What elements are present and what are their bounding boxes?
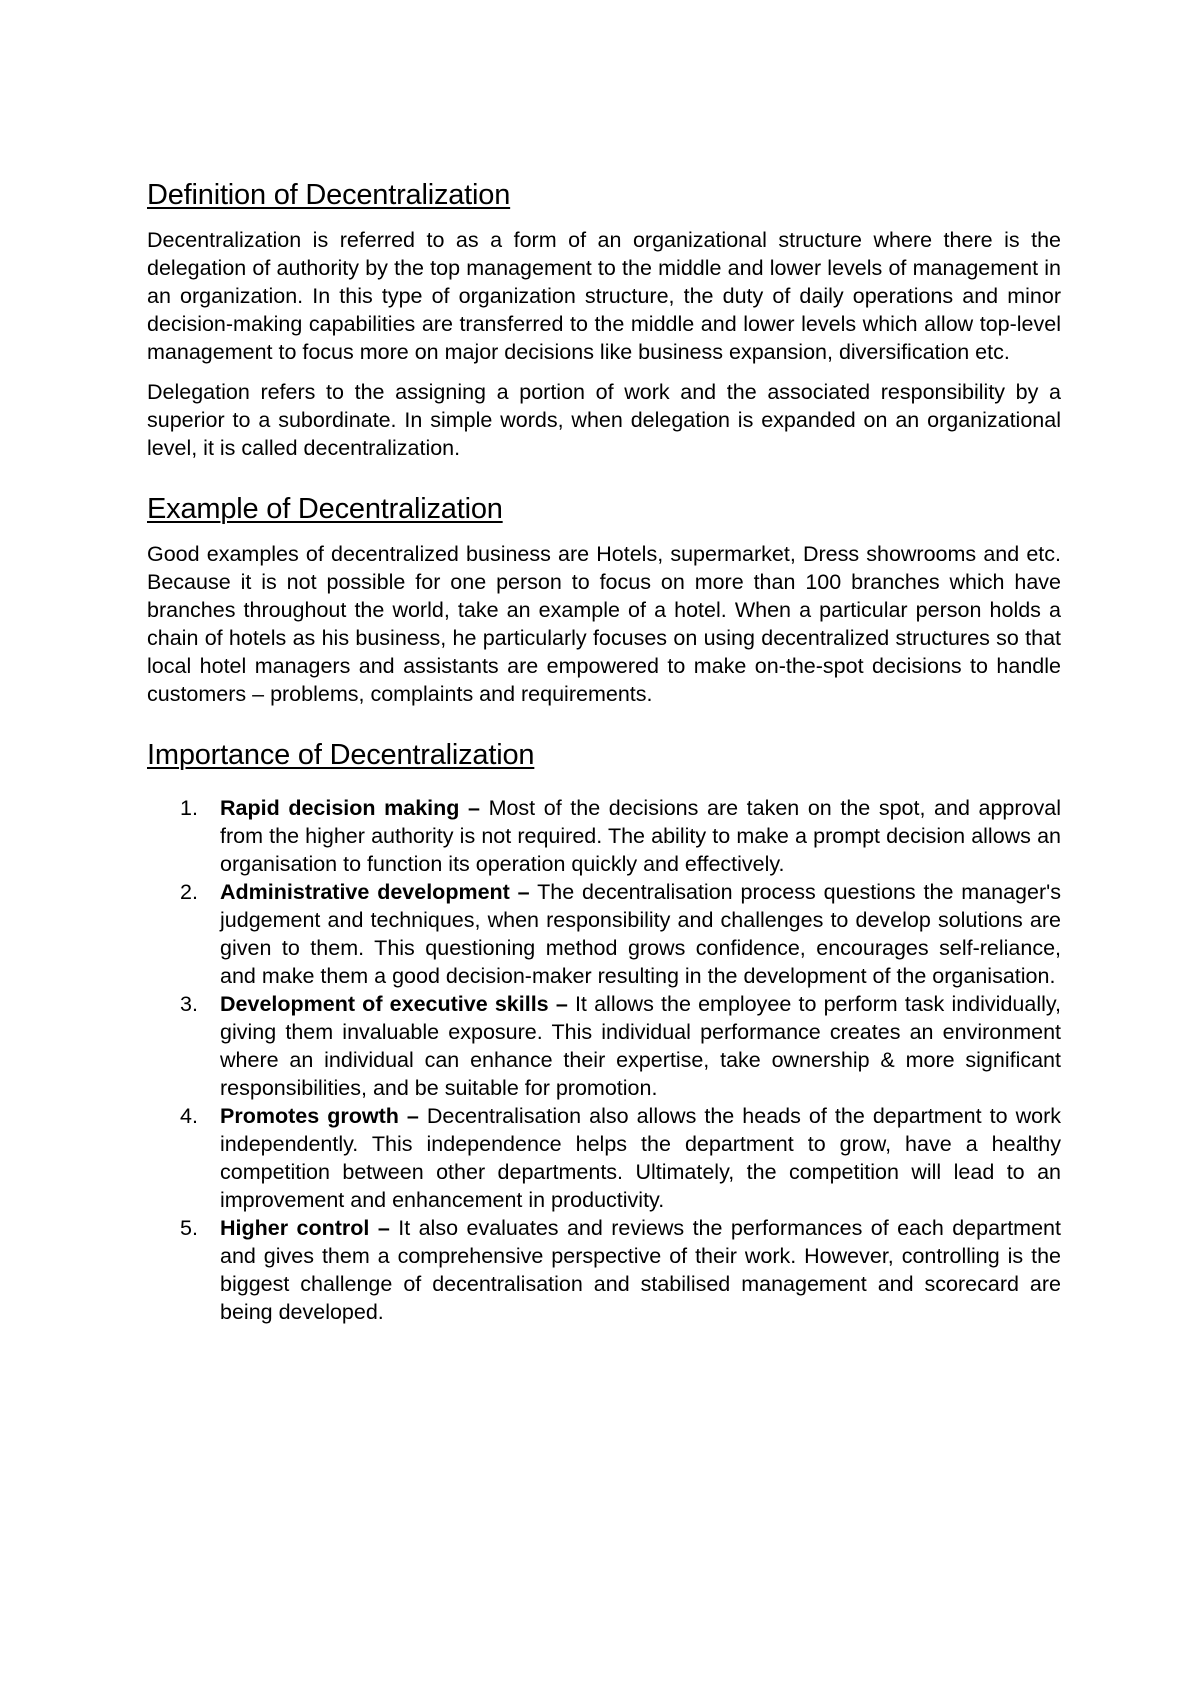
list-number: 5. xyxy=(180,1216,198,1240)
section-importance xyxy=(147,738,1061,1326)
list-item xyxy=(147,1102,1061,1214)
list-item-text: It allows the employee to perform task individually, giving them invaluable exposure. This individual performance creates an environment where an individual can enhance their expertise, take ownership & more significant responsibilities, and be suitable for promotion. xyxy=(220,992,1061,1100)
list-item-text: It also evaluates and reviews the performances of each department and gives them a comprehensive perspective of their work. However, controlling is the biggest challenge of decentralisation and stabilised management and scorecard are being developed. xyxy=(220,1216,1061,1324)
paragraph: Good examples of decentralized business are Hotels, supermarket, Dress showrooms and etc. Because it is not possible for one person to focus on more than 100 branches which have branches throughout the world, take an example of a hotel. When a particular person holds a chain of hotels as his business, he particularly focuses on using decentralized structures so that local hotel managers and assistants are empowered to make on-the-spot decisions to handle customers – problems, complaints and requirements. xyxy=(147,542,1061,706)
list-item xyxy=(147,1214,1061,1326)
section-heading: Definition of Decentralization xyxy=(147,179,511,211)
importance-list xyxy=(147,794,1061,1326)
section-heading: Importance of Decentralization xyxy=(147,739,535,771)
section-heading: Example of Decentralization xyxy=(147,493,503,525)
list-item xyxy=(147,990,1061,1102)
section-example xyxy=(147,492,1061,708)
list-number: 3. xyxy=(180,992,198,1016)
list-item-term: Higher control – xyxy=(220,1216,390,1240)
list-number: 4. xyxy=(180,1104,198,1128)
paragraph: Decentralization is referred to as a form of an organizational structure where there is the delegation of authority by the top management to the middle and lower levels of management in an organization. In this type of organization structure, the duty of daily operations and minor decision-making capabilities are transferred to the middle and lower levels which allow top-level management to focus more on major decisions like business expansion, diversification etc. xyxy=(147,228,1061,364)
list-item-term: Rapid decision making – xyxy=(220,796,480,820)
list-item xyxy=(147,878,1061,990)
list-item-text: Decentralisation also allows the heads of the department to work independently. This independence helps the department to grow, have a healthy competition between other departments. Ultimately, the competition will lead to an improvement and enhancement in productivity. xyxy=(220,1104,1062,1212)
list-number: 2. xyxy=(180,880,198,904)
list-item-term: Promotes growth – xyxy=(220,1104,419,1128)
list-item-term: Administrative development – xyxy=(220,880,530,904)
list-item xyxy=(147,794,1061,878)
list-item-term: Development of executive skills – xyxy=(220,992,568,1016)
document-page xyxy=(147,178,1061,1356)
section-definition xyxy=(147,178,1061,462)
list-number: 1. xyxy=(180,796,198,820)
list-item-text: Most of the decisions are taken on the spot, and approval from the higher authority is not required. The ability to make a prompt decision allows an organisation to function its operation quickly and effectively. xyxy=(220,796,1061,876)
list-item-text: The decentralisation process questions the manager's judgement and techniques, when responsibility and challenges to develop solutions are given to them. This questioning method grows confidence, encourages self-reliance, and make them a good decision-maker resulting in the development of the organisation. xyxy=(220,880,1061,988)
paragraph: Delegation refers to the assigning a portion of work and the associated responsibility by a superior to a subordinate. In simple words, when delegation is expanded on an organizational level, it is called decentralization. xyxy=(147,380,1061,460)
